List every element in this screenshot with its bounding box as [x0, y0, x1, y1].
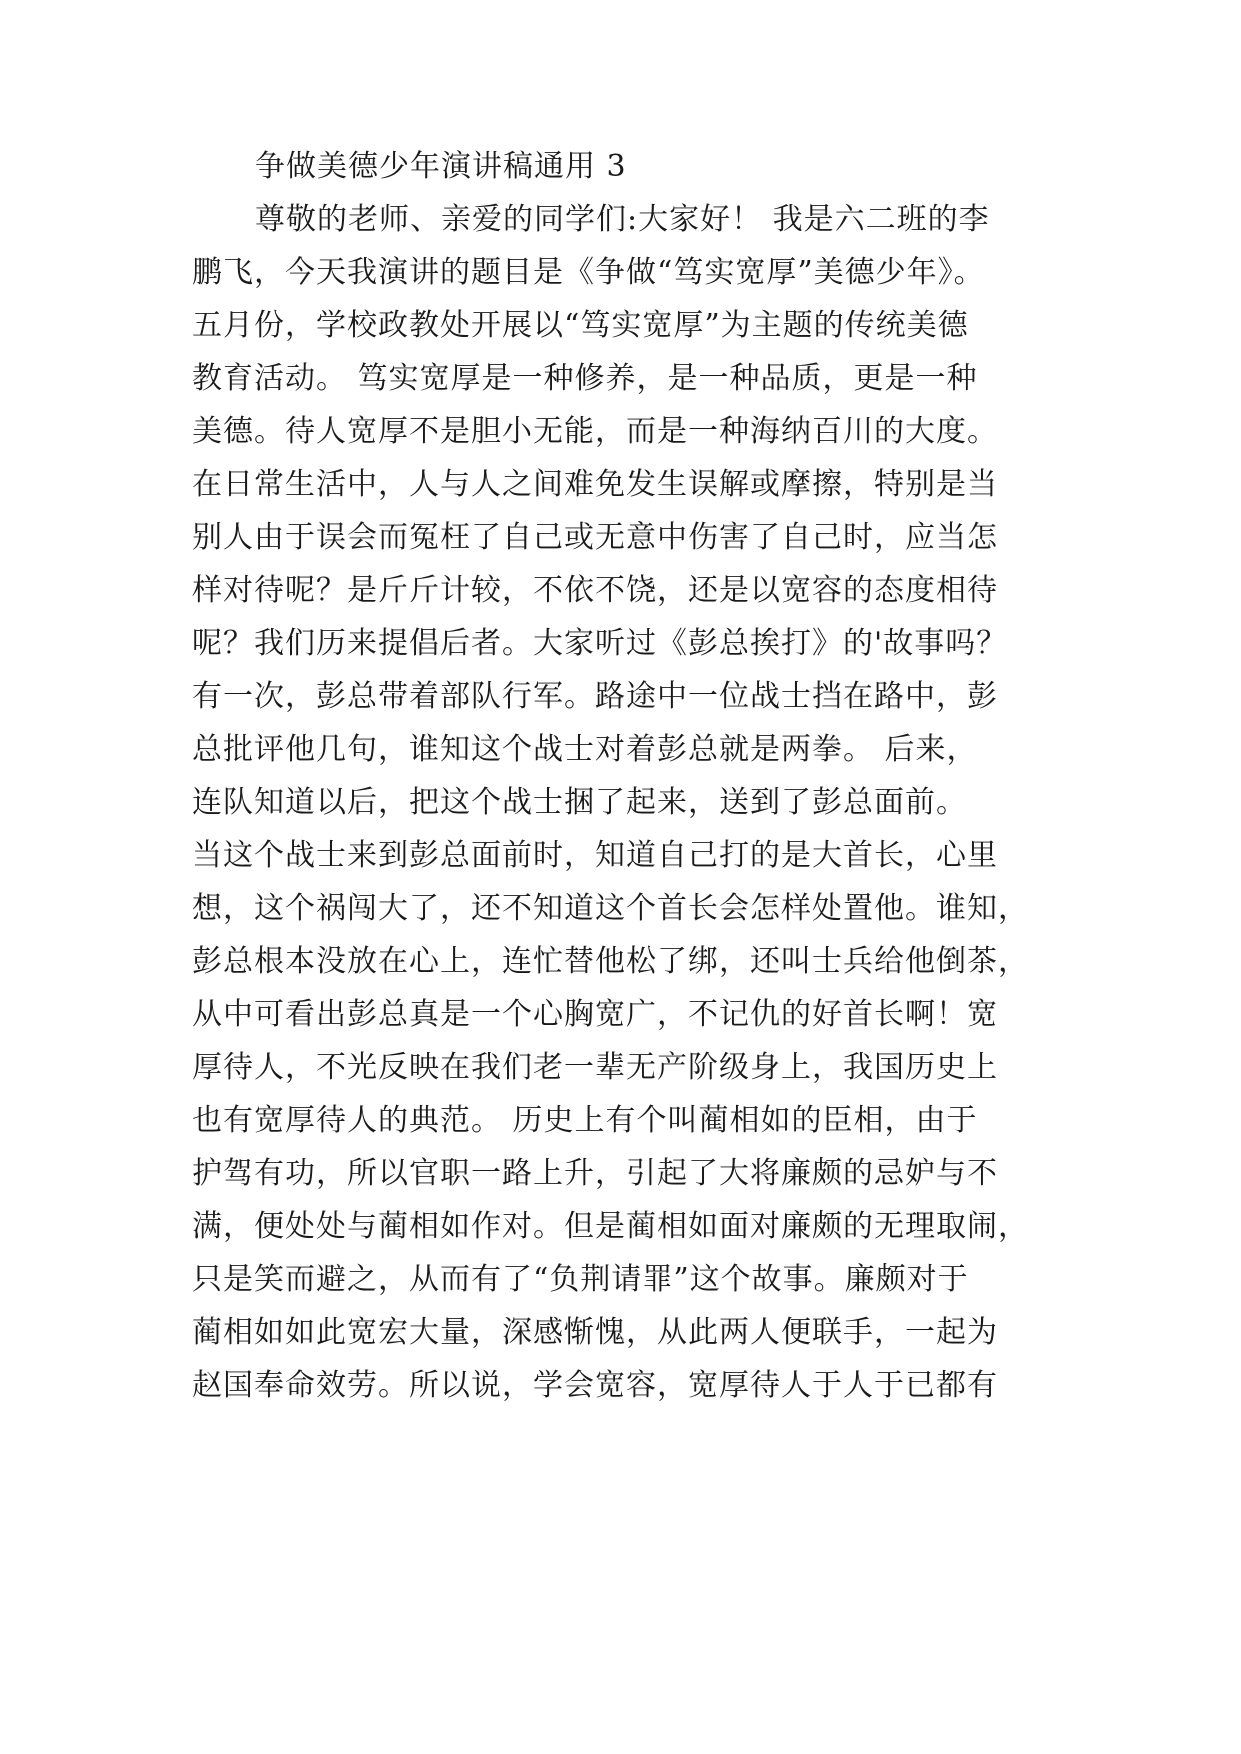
paragraph-line: 赵国奉命效劳。所以说，学会宽容，宽厚待人于人于已都有 — [192, 1368, 998, 1403]
paragraph-line: 样对待呢？是斤斤计较，不依不饶，还是以宽容的态度相待 — [192, 573, 998, 608]
paragraph-line: 只是笑而避之，从而有了“负荆请罪”这个故事。廉颇对于 — [192, 1262, 969, 1297]
paragraph-line: 满，便处处与蔺相如作对。但是蔺相如面对廉颇的无理取闹， — [192, 1209, 1029, 1244]
paragraph-line: 鹏飞，今天我演讲的题目是《争做“笃实宽厚”美德少年》。 — [192, 255, 985, 290]
paragraph-line: 教育活动。 笃实宽厚是一种修养，是一种品质，更是一种 — [192, 361, 978, 396]
paragraph-line: 美德。待人宽厚不是胆小无能，而是一种海纳百川的大度。 — [192, 414, 998, 449]
paragraph-line: 别人由于误会而冤枉了自己或无意中伤害了自己时，应当怎 — [192, 520, 998, 555]
paragraph-line: 蔺相如如此宽宏大量，深感惭愧，从此两人便联手，一起为 — [192, 1315, 998, 1350]
paragraph-line: 连队知道以后，把这个战士捆了起来，送到了彭总面前。 — [192, 785, 967, 820]
document-title: 争做美德少年演讲稿通用 3 — [255, 149, 627, 184]
paragraph-line: 当这个战士来到彭总面前时，知道自己打的是大首长，心里 — [192, 838, 998, 873]
paragraph-line: 呢？我们历来提倡后者。大家听过《彭总挨打》的'故事吗？ — [192, 626, 1008, 661]
paragraph-line: 从中可看出彭总真是一个心胸宽广，不记仇的好首长啊！宽 — [192, 997, 998, 1032]
paragraph-line: 五月份，学校政教处开展以“笃实宽厚”为主题的传统美德 — [192, 308, 969, 343]
paragraph-line: 想，这个祸闯大了，还不知道这个首长会怎样处置他。谁知， — [192, 891, 1029, 926]
paragraph-line: 也有宽厚待人的典范。 历史上有个叫蔺相如的臣相，由于 — [192, 1103, 978, 1138]
paragraph-line: 厚待人，不光反映在我们老一辈无产阶级身上，我国历史上 — [192, 1050, 998, 1085]
paragraph-line: 护驾有功，所以官职一路上升，引起了大将廉颇的忌妒与不 — [192, 1156, 998, 1191]
paragraph-line: 在日常生活中，人与人之间难免发生误解或摩擦，特别是当 — [192, 467, 998, 502]
paragraph-line: 有一次，彭总带着部队行军。路途中一位战士挡在路中，彭 — [192, 679, 998, 714]
paragraph-line: 尊敬的老师、亲爱的同学们:大家好！ 我是六二班的李 — [255, 202, 990, 237]
paragraph-line: 彭总根本没放在心上，连忙替他松了绑，还叫士兵给他倒茶， — [192, 944, 1029, 979]
paragraph-line: 总批评他几句，谁知这个战士对着彭总就是两拳。 后来， — [192, 732, 978, 767]
